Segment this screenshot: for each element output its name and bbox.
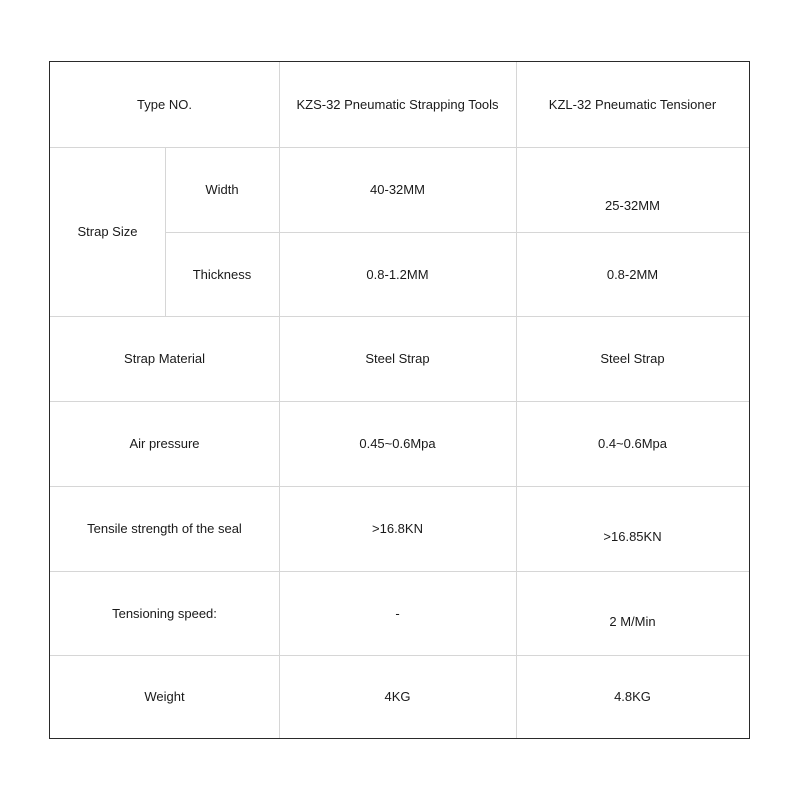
tensile-strength-label-cell (50, 486, 279, 571)
width-b-value: 25-32MM (605, 198, 660, 213)
header-type-label-cell (50, 62, 279, 147)
weight-label: Weight (144, 689, 185, 704)
header-product-a-cell (279, 62, 516, 147)
header-type-label: Type NO. (137, 97, 192, 112)
weight-b-cell (516, 655, 749, 738)
tensioning-speed-label-cell (50, 571, 279, 655)
air-pressure-b-value: 0.4~0.6Mpa (597, 436, 668, 451)
thickness-label-cell (165, 232, 279, 316)
thickness-label: Thickness (192, 266, 252, 282)
thickness-b-cell (516, 232, 749, 316)
tensioning-speed-label: Tensioning speed: (112, 605, 217, 621)
air-pressure-label-cell (50, 401, 279, 486)
air-pressure-a-cell (279, 401, 516, 486)
tensile-strength-b-value: >16.85KN (603, 529, 662, 544)
strap-material-a-value: Steel Strap (365, 351, 430, 366)
air-pressure-a-value: 0.45~0.6Mpa (359, 436, 436, 451)
strap-material-label: Strap Material (124, 351, 205, 366)
weight-a-cell (279, 655, 516, 738)
width-a-cell (279, 147, 516, 232)
strap-size-label: Strap Size (77, 224, 138, 239)
tensioning-speed-a-cell (279, 571, 516, 655)
tensioning-speed-b-cell (516, 587, 749, 655)
weight-a-value: 4KG (384, 689, 411, 704)
tensile-strength-a-cell (279, 486, 516, 571)
header-product-b: KZL-32 Pneumatic Tensioner (548, 97, 717, 112)
thickness-a-value: 0.8-1.2MM (366, 266, 429, 282)
tensile-strength-a-value: >16.8KN (372, 521, 423, 536)
strap-material-a-cell (279, 316, 516, 401)
width-a-value: 40-32MM (370, 182, 425, 197)
air-pressure-b-cell (516, 401, 749, 486)
tensile-strength-label: Tensile strength of the seal (87, 521, 242, 536)
tensile-strength-b-cell (516, 502, 749, 571)
strap-size-label-cell (50, 147, 165, 316)
thickness-b-value: 0.8-2MM (606, 266, 659, 282)
header-product-b-cell (516, 62, 749, 147)
spec-table (49, 61, 750, 739)
tensioning-speed-a-value: - (395, 605, 400, 621)
strap-material-b-value: Steel Strap (600, 351, 665, 366)
weight-label-cell (50, 655, 279, 738)
air-pressure-label: Air pressure (129, 436, 200, 451)
width-label-cell (165, 147, 279, 232)
thickness-a-cell (279, 232, 516, 316)
header-product-a: KZS-32 Pneumatic Strapping Tools (296, 97, 499, 112)
width-label: Width (205, 182, 239, 197)
tensioning-speed-b-value: 2 M/Min (609, 613, 656, 629)
strap-material-b-cell (516, 316, 749, 401)
strap-material-label-cell (50, 316, 279, 401)
weight-b-value: 4.8KG (614, 689, 651, 704)
